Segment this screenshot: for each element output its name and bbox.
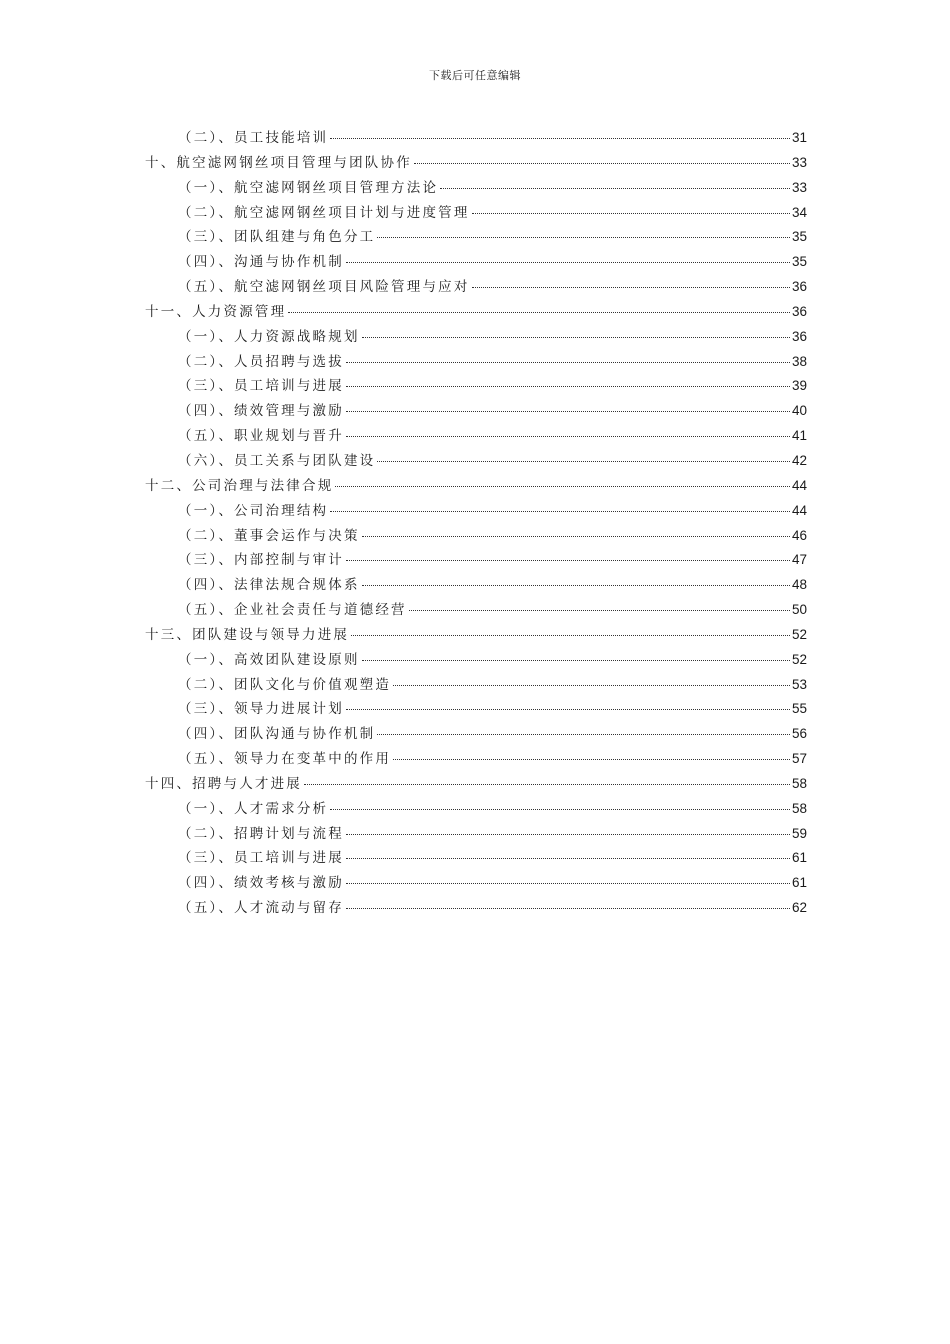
toc-dot-leader — [472, 199, 790, 214]
toc-dot-leader — [288, 298, 790, 313]
toc-entry[interactable] — [145, 399, 807, 424]
toc-entry-page-number: 36 — [791, 328, 807, 344]
toc-entry[interactable] — [145, 151, 807, 176]
toc-entry-page-number: 55 — [791, 701, 807, 717]
toc-entry[interactable] — [145, 250, 807, 275]
table-of-contents — [145, 126, 807, 921]
toc-entry-title: （一）、人才需求分析 — [178, 800, 329, 817]
toc-entry-page-number: 58 — [791, 800, 807, 816]
toc-entry-page-number: 41 — [791, 428, 807, 444]
toc-entry-page-number: 62 — [791, 900, 807, 916]
toc-entry[interactable] — [145, 673, 807, 698]
toc-entry-title: （一）、高效团队建设原则 — [178, 651, 360, 668]
toc-entry-page-number: 35 — [791, 254, 807, 270]
toc-entry-title: （四）、团队沟通与协作机制 — [178, 726, 376, 743]
toc-entry-title: （二）、团队文化与价值观塑造 — [178, 676, 392, 693]
toc-entry[interactable] — [145, 350, 807, 375]
toc-entry[interactable] — [145, 499, 807, 524]
toc-dot-leader — [351, 621, 790, 636]
toc-entry-page-number: 36 — [791, 279, 807, 295]
toc-dot-leader — [472, 273, 790, 288]
toc-entry[interactable] — [145, 697, 807, 722]
toc-dot-leader — [377, 720, 790, 735]
toc-entry-title: （四）、沟通与协作机制 — [178, 254, 344, 271]
toc-entry[interactable] — [145, 548, 807, 573]
toc-entry-title: 十四、招聘与人才进展 — [145, 775, 302, 792]
toc-entry[interactable] — [145, 201, 807, 226]
toc-dot-leader — [362, 646, 790, 661]
toc-dot-leader — [440, 174, 790, 189]
toc-entry-title: （一）、公司治理结构 — [178, 502, 329, 519]
toc-entry-title: （五）、人才流动与留存 — [178, 900, 344, 917]
toc-entry-title: 十一、人力资源管理 — [145, 303, 287, 320]
toc-entry-page-number: 47 — [791, 552, 807, 568]
toc-dot-leader — [346, 695, 790, 710]
toc-entry[interactable] — [145, 449, 807, 474]
toc-entry-page-number: 33 — [791, 179, 807, 195]
toc-entry-page-number: 52 — [791, 651, 807, 667]
toc-entry-title: （三）、员工培训与进展 — [178, 378, 344, 395]
toc-dot-leader — [393, 671, 790, 686]
header-note: 下载后可任意编辑 — [429, 69, 521, 82]
toc-entry-title: （三）、团队组建与角色分工 — [178, 229, 376, 246]
toc-entry-title: （一）、航空滤网钢丝项目管理方法论 — [178, 179, 439, 196]
toc-dot-leader — [393, 745, 790, 760]
toc-entry-page-number: 35 — [791, 229, 807, 245]
toc-entry[interactable] — [145, 176, 807, 201]
toc-entry-page-number: 40 — [791, 403, 807, 419]
toc-entry[interactable] — [145, 126, 807, 151]
toc-dot-leader — [362, 522, 790, 537]
toc-entry[interactable] — [145, 871, 807, 896]
toc-entry-page-number: 44 — [791, 502, 807, 518]
toc-dot-leader — [409, 596, 790, 611]
toc-entry[interactable] — [145, 424, 807, 449]
toc-entry[interactable] — [145, 648, 807, 673]
toc-entry-page-number: 42 — [791, 452, 807, 468]
toc-entry[interactable] — [145, 524, 807, 549]
toc-entry[interactable] — [145, 474, 807, 499]
toc-dot-leader — [346, 397, 790, 412]
toc-entry[interactable] — [145, 325, 807, 350]
toc-entry-page-number: 59 — [791, 825, 807, 841]
toc-entry-page-number: 33 — [791, 154, 807, 170]
toc-dot-leader — [304, 770, 790, 785]
toc-dot-leader — [414, 149, 790, 164]
toc-entry-page-number: 46 — [791, 527, 807, 543]
toc-dot-leader — [346, 348, 790, 363]
toc-entry-page-number: 44 — [791, 477, 807, 493]
toc-entry-title: （五）、航空滤网钢丝项目风险管理与应对 — [178, 279, 470, 296]
toc-entry[interactable] — [145, 772, 807, 797]
toc-entry-title: 十三、团队建设与领导力进展 — [145, 626, 350, 643]
toc-dot-leader — [377, 223, 790, 238]
toc-entry-page-number: 31 — [791, 130, 807, 145]
toc-dot-leader — [346, 820, 790, 835]
toc-dot-leader — [346, 894, 790, 909]
toc-dot-leader — [346, 546, 790, 561]
toc-entry[interactable] — [145, 896, 807, 921]
toc-entry-page-number: 53 — [791, 676, 807, 692]
toc-entry-title: （二）、员工技能培训 — [178, 130, 329, 146]
toc-entry[interactable] — [145, 598, 807, 623]
toc-entry[interactable] — [145, 275, 807, 300]
toc-entry-title: （五）、领导力在变革中的作用 — [178, 751, 392, 768]
toc-entry-page-number: 61 — [791, 875, 807, 891]
toc-dot-leader — [346, 844, 790, 859]
toc-entry-page-number: 56 — [791, 726, 807, 742]
toc-entry-page-number: 52 — [791, 626, 807, 642]
toc-entry[interactable] — [145, 722, 807, 747]
toc-entry-title: （二）、航空滤网钢丝项目计划与进度管理 — [178, 204, 470, 221]
toc-entry-title: （二）、董事会运作与决策 — [178, 527, 360, 544]
toc-dot-leader — [346, 372, 790, 387]
toc-entry-page-number: 58 — [791, 775, 807, 791]
toc-dot-leader — [330, 795, 790, 810]
toc-entry-title: （三）、员工培训与进展 — [178, 850, 344, 867]
toc-entry[interactable] — [145, 623, 807, 648]
toc-entry-page-number: 38 — [791, 353, 807, 369]
toc-dot-leader — [330, 497, 790, 512]
toc-entry[interactable] — [145, 797, 807, 822]
toc-dot-leader — [362, 571, 790, 586]
toc-dot-leader — [346, 422, 790, 437]
toc-entry-title: （四）、绩效考核与激励 — [178, 875, 344, 892]
toc-entry-title: （五）、企业社会责任与道德经营 — [178, 602, 407, 619]
toc-entry[interactable] — [145, 822, 807, 847]
toc-entry-page-number: 39 — [791, 378, 807, 394]
toc-entry[interactable] — [145, 747, 807, 772]
toc-entry[interactable] — [145, 374, 807, 399]
toc-entry-title: （四）、绩效管理与激励 — [178, 403, 344, 420]
toc-entry-title: （二）、人员招聘与选拔 — [178, 353, 344, 370]
toc-entry-page-number: 36 — [791, 303, 807, 319]
toc-entry-page-number: 48 — [791, 577, 807, 593]
toc-entry-title: （一）、人力资源战略规划 — [178, 328, 360, 345]
toc-entry-title: 十、航空滤网钢丝项目管理与团队协作 — [145, 154, 412, 171]
toc-entry-title: （五）、职业规划与晋升 — [178, 428, 344, 445]
toc-entry-page-number: 50 — [791, 602, 807, 618]
toc-entry-page-number: 34 — [791, 204, 807, 220]
toc-entry-page-number: 57 — [791, 751, 807, 767]
toc-dot-leader — [377, 447, 790, 462]
toc-entry-page-number: 61 — [791, 850, 807, 866]
toc-entry-title: （三）、内部控制与审计 — [178, 552, 344, 569]
toc-entry-title: （三）、领导力进展计划 — [178, 701, 344, 718]
toc-dot-leader — [362, 323, 790, 338]
toc-entry[interactable] — [145, 300, 807, 325]
toc-entry[interactable] — [145, 846, 807, 871]
toc-entry[interactable] — [145, 573, 807, 598]
toc-dot-leader — [346, 869, 790, 884]
toc-dot-leader — [346, 248, 790, 263]
toc-entry[interactable] — [145, 225, 807, 250]
toc-entry-title: （六）、员工关系与团队建设 — [178, 452, 376, 469]
toc-entry-title: （四）、法律法规合规体系 — [178, 577, 360, 594]
toc-entry-title: 十二、公司治理与法律合规 — [145, 477, 334, 494]
toc-dot-leader — [330, 124, 790, 139]
toc-dot-leader — [335, 472, 790, 487]
toc-entry-title: （二）、招聘计划与流程 — [178, 825, 344, 842]
